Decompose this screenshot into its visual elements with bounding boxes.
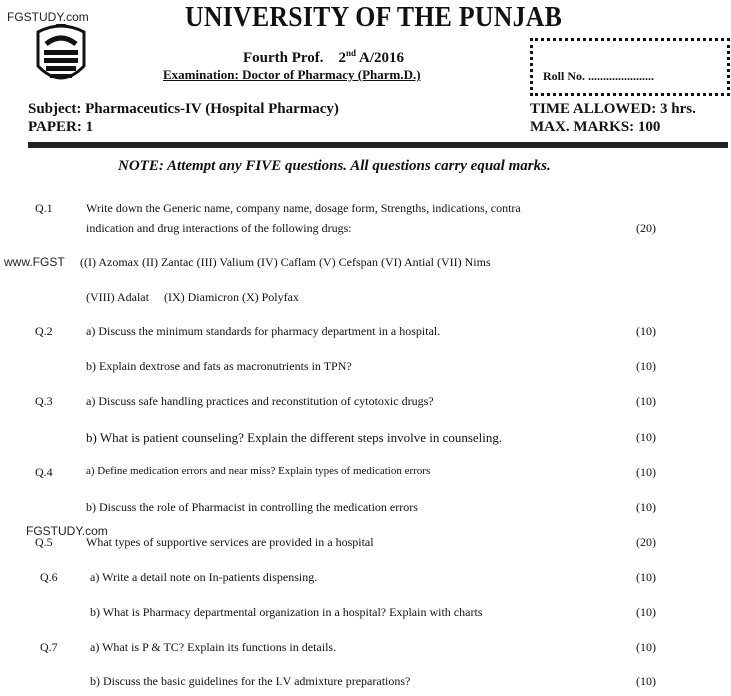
question-text: b) What is patient counseling? Explain the different steps involve in counseling. (86, 430, 503, 445)
question-marks: (10) (636, 674, 656, 688)
subject: Subject: Pharmaceutics-IV (Hospital Pharmacy) (28, 101, 339, 117)
question-marks: (10) (636, 359, 656, 373)
watermark-top: FGSTUDY.com (7, 10, 89, 24)
header-divider (28, 142, 728, 148)
question-text: b) What is Pharmacy departmental organization in a hospital? Explain with charts (90, 605, 483, 619)
paper-number: PAPER: 1 (28, 119, 94, 135)
question-marks: (20) (636, 535, 656, 549)
instructions-note: NOTE: Attempt any FIVE questions. All questions carry equal marks. (118, 158, 551, 174)
exam-session (243, 48, 404, 67)
session-year: A/2016 (356, 50, 404, 66)
time-allowed: TIME ALLOWED: 3 hrs. (530, 101, 696, 117)
question-text: What types of supportive services are provided in a hospital (86, 535, 374, 549)
question-text: a) Define medication errors and near miss? Explain types of medication errors (86, 465, 431, 477)
session-sup: nd (346, 48, 357, 58)
question-number: Q.5 (35, 535, 53, 549)
question-text: Write down the Generic name, company name, dosage form, Strengths, indications, contra (86, 201, 521, 215)
prof-label: Fourth Prof. (243, 50, 324, 66)
question-text: indication and drug interactions of the following drugs: (86, 221, 352, 235)
question-text: b) Discuss the basic guidelines for the I.V admixture preparations? (90, 674, 411, 688)
question-marks: (20) (636, 221, 656, 235)
question-number: Q.7 (40, 640, 58, 654)
question-text: a) Discuss safe handling practices and reconstitution of cytotoxic drugs? (86, 394, 434, 408)
session-num: 2 (338, 50, 347, 66)
max-marks: MAX. MARKS: 100 (530, 119, 661, 135)
examination-title: Examination: Doctor of Pharmacy (Pharm.D.) (163, 67, 421, 82)
question-text: (VIII) Adalat (IX) Diamicron (X) Polyfax (86, 290, 299, 304)
question-marks: (10) (636, 324, 656, 338)
question-number: Q.4 (35, 465, 53, 479)
question-text: a) What is P & TC? Explain its functions in details. (90, 640, 337, 654)
roll-number-label: Roll No. ...................... (543, 69, 654, 83)
question-text: b) Explain dextrose and fats as macronutrients in TPN? (86, 359, 352, 373)
question-number: Q.3 (35, 394, 53, 408)
question-text: a) Write a detail note on In-patients dispensing. (90, 570, 318, 584)
question-marks: (10) (636, 394, 656, 408)
university-title: UNIVERSITY OF THE PUNJAB (185, 2, 563, 33)
question-marks: (10) (636, 430, 656, 444)
question-text: a) Discuss the minimum standards for pharmacy department in a hospital. (86, 324, 441, 338)
watermark-lower: FGSTUDY.com (26, 524, 108, 538)
question-text: ((I) Azomax (II) Zantac (III) Valium (IV) Caflam (V) Cefspan (VI) Antial (VII) Nims (80, 255, 491, 269)
question-marks: (10) (636, 570, 656, 584)
question-marks: (10) (636, 605, 656, 619)
question-number: Q.1 (35, 201, 53, 215)
roll-number-box (530, 38, 730, 96)
question-marks: (10) (636, 640, 656, 654)
question-marks: (10) (636, 465, 656, 479)
question-number: Q.2 (35, 324, 53, 338)
question-text: b) Discuss the role of Pharmacist in controlling the medication errors (86, 500, 418, 514)
question-number: Q.6 (40, 570, 58, 584)
watermark-middle: www.FGST (4, 255, 65, 269)
question-marks: (10) (636, 500, 656, 514)
